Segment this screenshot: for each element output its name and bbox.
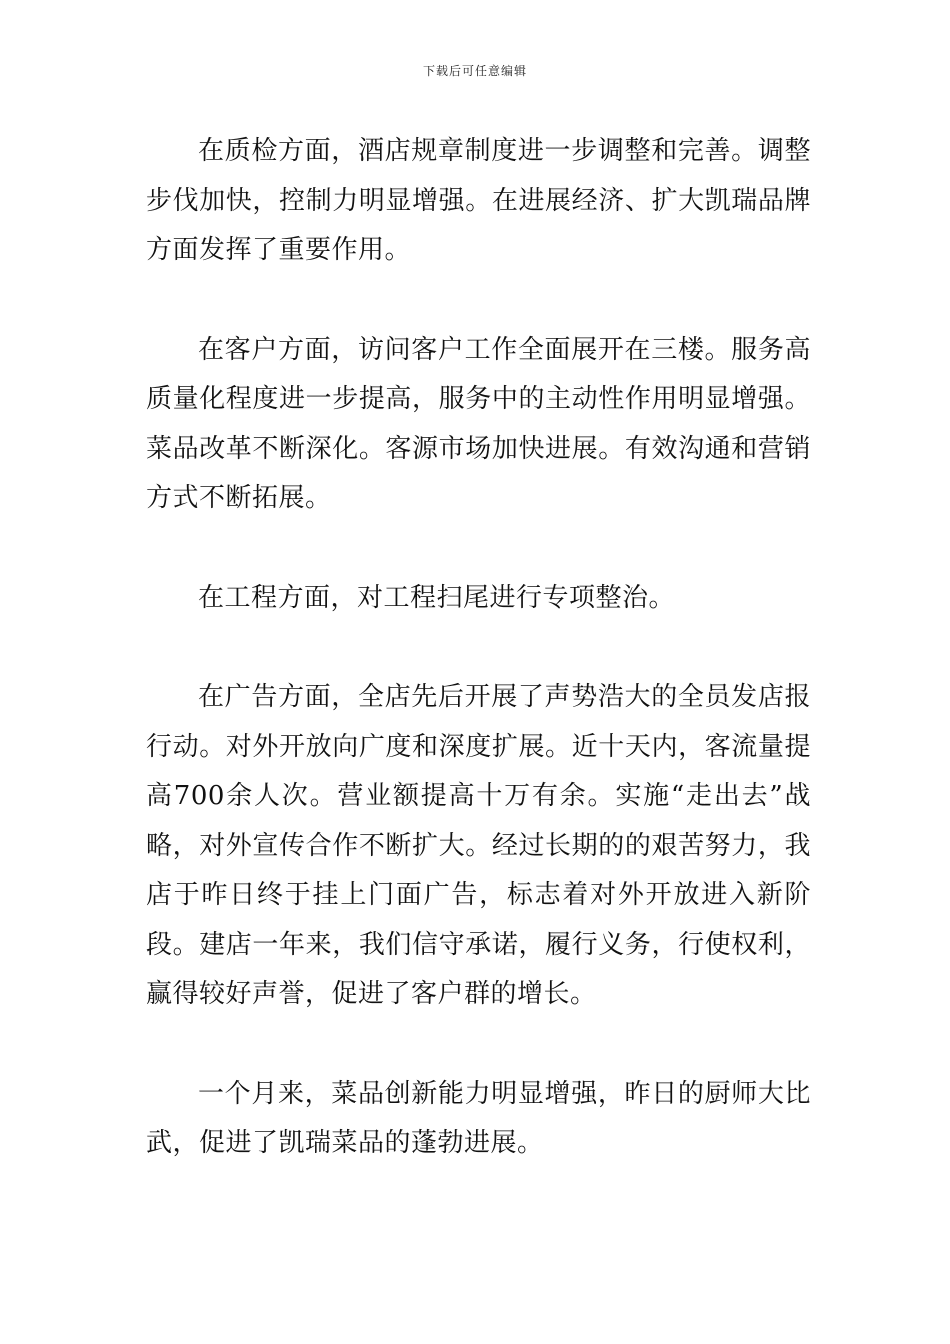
paragraph-menu-innovation: 一个月来，菜品创新能力明显增强，昨日的厨师大比武，促进了凯瑞菜品的蓬勃进展。 [146, 1078, 811, 1158]
paragraph-quality-inspection: 在质检方面，酒店规章制度进一步调整和完善。调整步伐加快，控制力明显增强。在进展经济、扩大凯瑞品牌方面发挥了重要作用。 [146, 136, 811, 265]
paragraph-customers: 在客户方面，访问客户工作全面展开在三楼。服务高质量化程度进一步提高，服务中的主动性作用明显增强。菜品改革不断深化。客源市场加快进展。有效沟通和营销方式不断拓展。 [146, 334, 811, 513]
page-header-note: 下载后可任意编辑 [422, 64, 527, 78]
document-body [146, 127, 811, 1219]
paragraph-engineering: 在工程方面，对工程扫尾进行专项整治。 [198, 582, 676, 613]
paragraph-advertising: 在广告方面，全店先后开展了声势浩大的全员发店报行动。对外开放向广度和深度扩展。近十天内，客流量提高700余人次。营业额提高十万有余。实施“走出去”战略，对外宣传合作不断扩大。经过长期的的艰苦努力，我店于昨日终于挂上门面广告，标志着对外开放进入新阶段。建店一年来，我们信守承诺，履行义务，行使权利，赢得较好声誉，促进了客户群的增长。 [146, 682, 811, 1009]
